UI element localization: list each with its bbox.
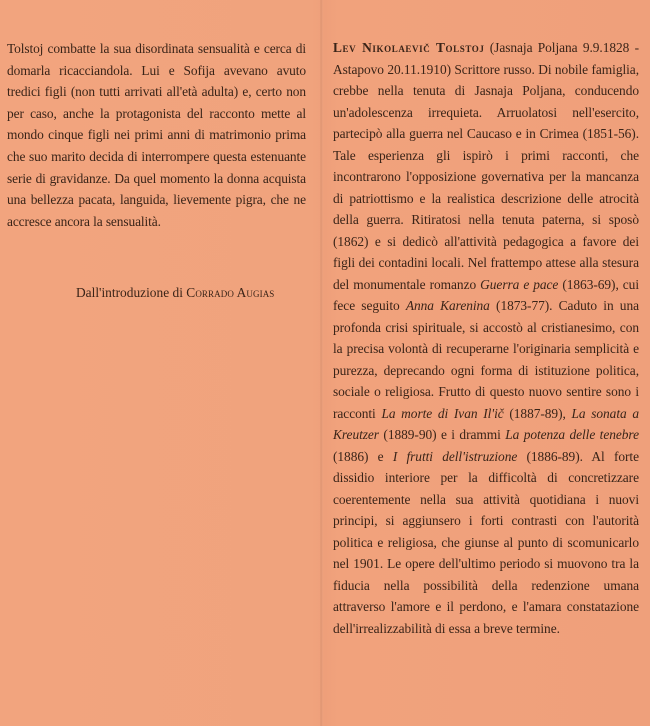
- work-title-anna-karenina: Anna Karenina: [405, 298, 490, 313]
- author-biography-column: [333, 37, 639, 639]
- author-biography-paragraph: [333, 37, 639, 639]
- credit-prefix: Dall'introduzione di: [76, 285, 183, 300]
- bio-text-5: (1889-90) e i drammi: [378, 427, 506, 442]
- credit-author: Corrado Augias: [186, 285, 275, 300]
- intro-excerpt-paragraph: Tolstoj combatte la sua disordinata sensualità e cerca di domarla ricacciandola. Lui e Sofija avevano avuto tredici figli (non tutti arrivati all'età adulta) e, certo non per caso, anche la protagonista del racconto mette al mondo cinque figli nei primi anni di matrimonio prima che suo marito decida di interrompere questa estenuante serie di gravidanze. Da quel momento la donna acquista una bellezza pacata, languida, lievemente pigra, che ne accresce ancora la sensualità.: [7, 41, 306, 229]
- intro-credit: [76, 282, 316, 304]
- work-title-morte-ivan-ilic: La morte di Ivan Il'ič: [381, 405, 504, 421]
- bio-text-1: (Jasnaja Poljana 9.9.1828 - Astapovo 20.11.1910) Scrittore russo. Di nobile famiglia, crebbe nella tenuta di Jasnaja Poljana, conducendo un'adolescenza irrequieta. Arruolatosi nell'esercito, partecipò alla guerra nel Caucaso e in Crimea (1851-56). Tale esperienza gli ispirò i primi racconti, che incontrarono l'opposizione governativa per la mancanza di patriottismo e la realistica descrizione delle atrocità della guerra. Ritiratosi nella tenuta paterna, si sposò (1862) e si dedicò all'attività pedagogica a favore dei figli dei contadini locali. Nel frattempo attese alla stesura del monumentale romanzo: [333, 40, 639, 292]
- bio-text-2: (1863-69), cui fece seguito: [333, 276, 640, 313]
- intro-excerpt-column: [7, 38, 306, 232]
- work-title-sonata-kreutzer: La sonata a Kreutzer: [333, 405, 639, 442]
- page-fold: [320, 0, 323, 726]
- work-title-potenza-tenebre: La potenza delle tenebre: [505, 427, 639, 442]
- bio-text-4: (1887-89),: [503, 405, 572, 421]
- bio-text-7: (1886-89). Al forte dissidio interiore per la difficoltà di concretizzare coerentemente nella sua attività quotidiana i nuovi principi, si aggiunsero i forti contrasti con l'autorità politica e religiosa, che giunse al punto di scomunicarlo nel 1901. Le opere dell'ultimo periodo si muovono tra la fiducia nella possibilità della redenzione umana attraverso l'amore e il perdono, e l'amara constatazione dell'irrealizzabilità di essa a breve termine.: [333, 448, 639, 636]
- bio-text-6: (1886) e: [333, 448, 393, 464]
- author-name: Lev Nikolaevič Tolstoj: [333, 40, 485, 55]
- work-title-frutti-istruzione: I frutti dell'istruzione: [392, 448, 518, 464]
- work-title-guerra-e-pace: Guerra e pace: [480, 276, 559, 292]
- bio-text-3: (1873-77). Caduto in una profonda crisi spirituale, si accostò al cristianesimo, con la precisa volontà di recuperarne l'originaria semplicità e purezza, deprecando ogni forma di istituzione politica, sociale o religiosa. Frutto di questo nuovo sentire sono i racconti: [333, 298, 639, 421]
